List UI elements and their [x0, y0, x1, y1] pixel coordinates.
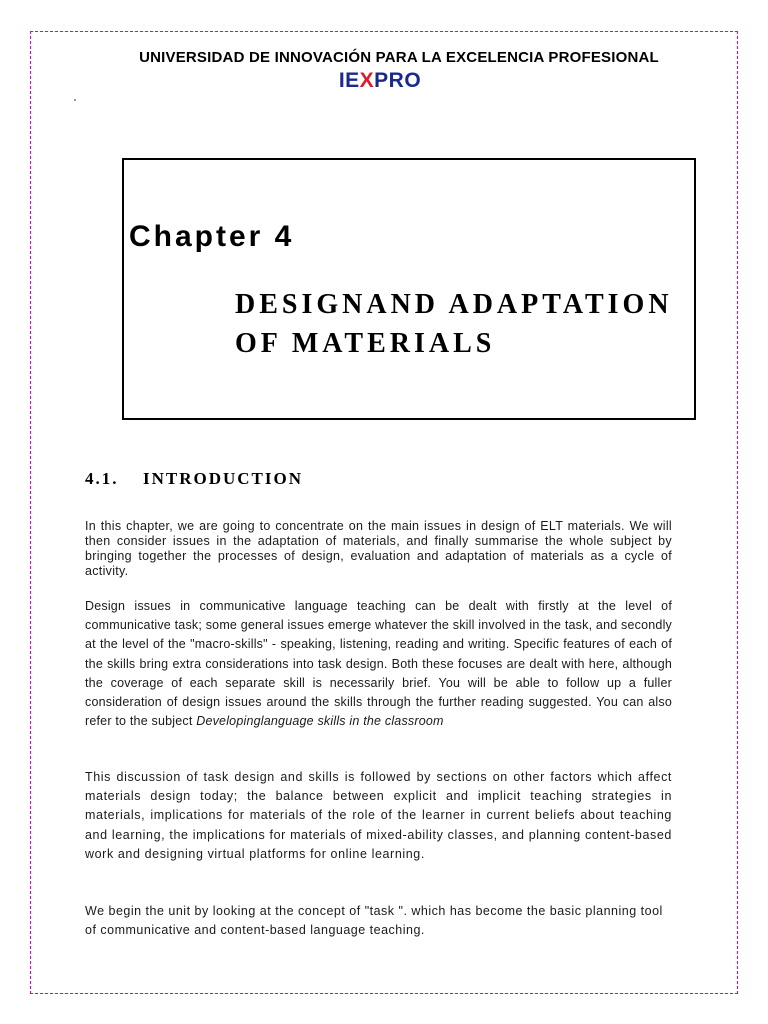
section-number: 4.1. — [85, 469, 119, 488]
iexpro-logo — [0, 69, 760, 93]
paragraph-1: In this chapter, we are going to concentrate on the main issues in design of ELT materials. We will then consider issues in the adaptation of materials, and finally summarise the whole subject by bringing together the processes of design, evaluation and adaptation of materials as a cycle of activity. — [85, 519, 672, 578]
paragraph-3: This discussion of task design and skills is followed by sections on other factors which affect materials design today; the balance between explicit and implicit teaching strategies in materials, implications for materials of the role of the learner in current beliefs about teaching and learning, the implications for materials of mixed-ability classes, and planning content-based work and designing virtual platforms for online learning. — [85, 770, 672, 861]
chapter-title — [235, 285, 685, 363]
paragraph-4: We begin the unit by looking at the concept of "task ". which has become the basic planning tool of communicative and content-based language teaching. — [85, 904, 663, 938]
paragraph-2-text: Design issues in communicative language teaching can be dealt with firstly at the level of communicative task; some general issues emerge whatever the skill involved in the task, and secondly at the level of the "macro-skills" - speaking, listening, reading and writing. Specific features of each of the skills bring extra considerations into task design. Both these focuses are dealt with here, although the coverage of each separate skill is necessarily brief. You will be able to follow up a fuller consideration of design issues around the skills through the further reading suggested. You can also refer to the subject — [85, 599, 672, 729]
chapter-title-line-1: DESIGNAND ADAPTATION — [235, 289, 673, 320]
stray-dot — [74, 99, 76, 101]
chapter-label: Chapter 4 — [129, 220, 295, 253]
chapter-title-line-2: OF MATERIALS — [235, 328, 496, 359]
subject-reference: Developinglanguage skills in the classroom — [196, 714, 444, 729]
section-title: INTRODUCTION — [143, 469, 304, 488]
logo-part-ie: IE — [338, 69, 360, 92]
section-heading — [85, 469, 303, 489]
paragraph-2 — [85, 597, 672, 731]
logo-part-pro: PRO — [374, 69, 422, 92]
institution-name: UNIVERSIDAD DE INNOVACIÓN PARA LA EXCELENCIA PROFESIONAL — [139, 49, 659, 66]
logo-part-x: X — [359, 69, 375, 92]
